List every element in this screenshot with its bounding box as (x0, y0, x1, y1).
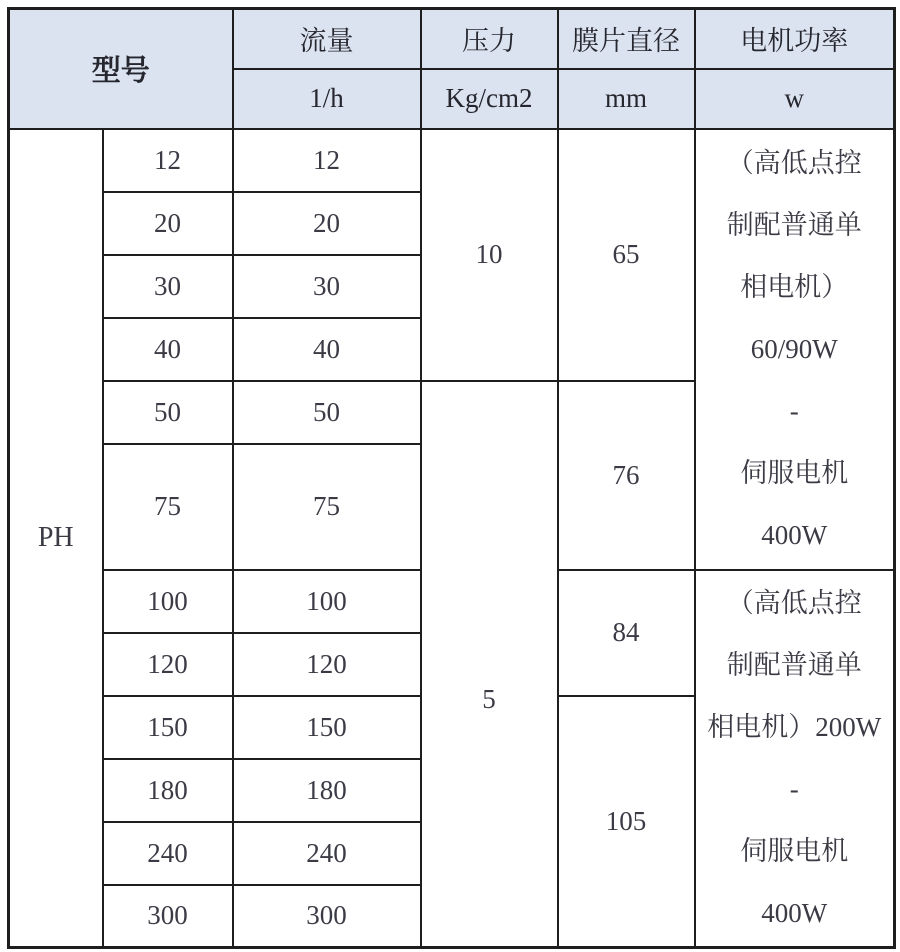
header-cell-diaphragm: 膜片直径 (558, 9, 695, 69)
flow-cell: 180 (233, 759, 421, 822)
header-cell-model: 型号 (9, 9, 233, 129)
pressure-cell: 10 (421, 129, 558, 381)
model-cell: 30 (103, 255, 233, 318)
flow-cell: 30 (233, 255, 421, 318)
model-cell: 50 (103, 381, 233, 444)
motor-text-block (727, 132, 862, 566)
table-row (9, 129, 895, 192)
motor-line: 相电机） (740, 272, 849, 302)
diaphragm-cell: 105 (558, 696, 695, 948)
header-unit-diaphragm: mm (558, 69, 695, 129)
model-cell: 40 (103, 318, 233, 381)
motor-text-block (707, 572, 881, 944)
motor-line: （高低点控 (726, 148, 862, 178)
motor-line: （高低点控 (726, 588, 862, 619)
model-cell: 100 (103, 570, 233, 633)
flow-cell: 20 (233, 192, 421, 255)
flow-cell: 240 (233, 822, 421, 885)
motor-line: 制配普通单 (726, 650, 862, 681)
header-cell-pressure: 压力 (421, 9, 558, 69)
model-cell: 20 (103, 192, 233, 255)
diaphragm-cell: 76 (558, 381, 695, 570)
flow-cell: 150 (233, 696, 421, 759)
motor-line: 400W (761, 520, 828, 550)
flow-cell: 50 (233, 381, 421, 444)
flow-cell: 120 (233, 633, 421, 696)
motor-line: 制配普通单 (726, 210, 862, 240)
motor-line: 伺服电机 (740, 836, 849, 867)
diaphragm-cell: 84 (558, 570, 695, 696)
model-cell: 120 (103, 633, 233, 696)
model-cell: 75 (103, 444, 233, 570)
motor-line: 60/90W (750, 334, 838, 364)
table-body (9, 129, 895, 948)
series-cell: PH (9, 129, 103, 948)
motor-cell (695, 570, 895, 948)
header-unit-motor: w (695, 69, 895, 129)
motor-line: - (789, 396, 799, 426)
header-cell-motor: 电机功率 (695, 9, 895, 69)
model-cell: 12 (103, 129, 233, 192)
motor-line: - (789, 774, 799, 805)
model-cell: 300 (103, 885, 233, 948)
motor-cell (695, 129, 895, 570)
motor-line: 相电机）200W (707, 712, 882, 743)
spec-table (7, 7, 896, 949)
flow-cell: 75 (233, 444, 421, 570)
model-cell: 150 (103, 696, 233, 759)
flow-cell: 12 (233, 129, 421, 192)
header-unit-flow: 1/h (233, 69, 421, 129)
motor-line: 伺服电机 (740, 458, 849, 488)
model-cell: 180 (103, 759, 233, 822)
header-unit-pressure: Kg/cm2 (421, 69, 558, 129)
motor-line: 400W (761, 898, 828, 929)
table-header (9, 9, 895, 129)
flow-cell: 100 (233, 570, 421, 633)
header-cell-flow: 流量 (233, 9, 421, 69)
flow-cell: 40 (233, 318, 421, 381)
flow-cell: 300 (233, 885, 421, 948)
diaphragm-cell: 65 (558, 129, 695, 381)
model-cell: 240 (103, 822, 233, 885)
pressure-cell: 5 (421, 381, 558, 948)
